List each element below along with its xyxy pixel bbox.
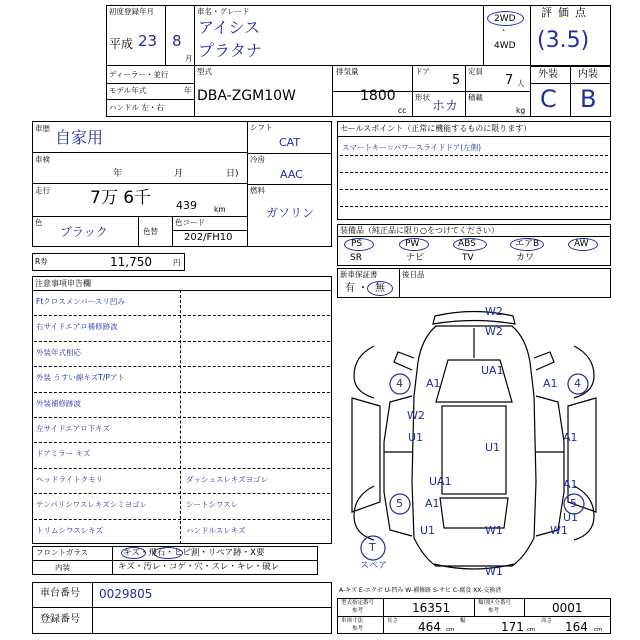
glass-text: キズ・飛石・ヒビ割・リペア跡・X要 — [123, 548, 265, 558]
drive-2wd: 2WD — [494, 14, 516, 24]
dealer-label: ディーラー・並行 — [109, 70, 169, 79]
ac-value: AAC — [280, 168, 303, 181]
width-word: 幅 — [460, 618, 466, 624]
eval-score: (3.5) — [537, 28, 590, 53]
reg-era: 平成 — [109, 37, 134, 51]
class-num-sub: 参考 — [488, 608, 500, 614]
car-name-label: 車名・グレード — [197, 7, 250, 16]
color-change-label: 色替 — [143, 227, 158, 236]
equip-pw: PW — [405, 239, 420, 249]
dmg-spare: スペア — [360, 561, 388, 571]
warranty-no: 無 — [375, 283, 385, 294]
note-left-10: トリムシワスレキズ — [36, 525, 104, 535]
reg-month-unit: 月 — [185, 54, 193, 63]
sales-label: セールスポイント（正常に機能するものに限ります） — [340, 124, 532, 133]
note-right-8: ダッシュスレキズヨゴレ — [186, 474, 269, 484]
reg-number-label: 登録番号 — [40, 614, 80, 625]
recycle-label: R券 — [35, 257, 48, 266]
dmg-5-left: 5 — [396, 497, 403, 510]
note-left-3: 外装年式相応 — [36, 347, 81, 357]
dmg-4-left: 4 — [396, 377, 403, 390]
equip-aw: AW — [574, 239, 589, 249]
note-right-9: シートシワスレ — [186, 500, 239, 510]
height-word: 高さ — [541, 618, 553, 624]
equip-sr: SR — [350, 253, 362, 263]
interior-text: キズ・汚レ・コゲ・穴・スレ・キレ・破レ — [118, 562, 280, 572]
color-label: 色 — [35, 218, 43, 227]
ext-grade: C — [540, 85, 557, 113]
dmg-w1-right: W1 — [550, 524, 568, 537]
glass-label: フロントガラス — [36, 548, 89, 557]
type-value: DBA-ZGM10W — [197, 88, 296, 104]
dmg-ua1-top: UA1 — [481, 364, 504, 377]
yen-unit: 円 — [173, 258, 181, 267]
size-label: 車両寸法 — [341, 618, 364, 624]
equip-leather: カワ — [516, 253, 535, 263]
handle-label: ハンドル 左・右 — [109, 103, 164, 112]
cc-unit: cc — [398, 106, 407, 115]
dmg-w2-top: W2 — [485, 305, 503, 318]
model-year-unit: 年 — [184, 86, 192, 95]
note-left-6: 左サイドエアロ下キズ — [36, 424, 111, 433]
car-grade: プラタナ — [198, 41, 262, 60]
header-block — [106, 5, 611, 117]
cap-label: 定員 — [468, 67, 483, 76]
dmg-u1-left-low: U1 — [420, 524, 436, 537]
note-left-8: ヘッドライトクモリ — [36, 474, 104, 484]
warranty-yes: 有 — [345, 283, 355, 294]
warranty-dot: ・ — [358, 283, 368, 294]
note-left-9: テンパリシワスレキズシミヨゴレ — [36, 500, 148, 510]
equip-ps: PS — [351, 239, 363, 249]
inspection-day-unit: 日) — [226, 169, 239, 179]
type-num-value: 16351 — [412, 601, 451, 615]
mileage-value: 7万 6千 — [90, 188, 152, 208]
dmg-u1-right: U1 — [563, 511, 579, 524]
dmg-u1-left: U1 — [408, 431, 424, 444]
equip-tv: TV — [462, 253, 474, 263]
model-year-label: モデル年式 — [109, 86, 147, 95]
type-num-label: 型式指定番号 — [341, 600, 375, 606]
color-code: 202/FH10 — [184, 232, 233, 243]
equip-airbag: エアB — [515, 239, 540, 249]
dmg-a1-right-mid: A1 — [563, 431, 578, 444]
note-right-10: ハンドルスレキズ — [186, 525, 246, 535]
int-grade: B — [580, 85, 597, 113]
dmg-a1-right-top: A1 — [543, 377, 558, 390]
length-word: 長さ — [387, 618, 399, 624]
dmg-a1-left-low: A1 — [425, 497, 440, 510]
mileage-label: 走行 — [35, 186, 50, 195]
notes-label: 注意事項申告欄 — [35, 279, 91, 288]
class-num-value: 0001 — [552, 601, 583, 615]
height-value: 164 — [565, 620, 588, 634]
length-unit: cm — [446, 627, 455, 633]
dmg-w1-bottom: W1 — [485, 565, 503, 578]
fuel-label: 燃料 — [250, 186, 265, 195]
dmg-4-right: 4 — [574, 377, 581, 390]
type-label: 型式 — [197, 67, 212, 76]
kg-unit: kg — [516, 106, 526, 115]
type-num-sub: 参考 — [352, 608, 364, 614]
km-unit: km — [214, 205, 226, 214]
ac-label: 冷房 — [250, 155, 265, 164]
damage-legend: A-キズ E-エクボ U-凹み W-補修跡 S-サビ C-腐食 XX-交換済 — [339, 587, 502, 594]
note-left-4: 外装 うすい線キズT/Pアト — [36, 373, 125, 383]
shift-value: CAT — [279, 136, 301, 149]
inspection-label: 車検 — [35, 155, 50, 164]
shape-value: ホカ — [432, 99, 459, 114]
dmg-u1-center: U1 — [485, 441, 501, 454]
size-sub: 参考 — [352, 626, 364, 632]
door-label: ドア — [415, 67, 430, 76]
equip-navi: ナビ — [406, 253, 425, 263]
recycle-value: 11,750 — [110, 255, 152, 269]
class-num-label: 類別区分番号 — [478, 600, 512, 606]
note-left-2: 右サイドエアロ補修跡波 — [36, 322, 118, 332]
equip-label: 装備品（純正品に限り○をつけてください） — [340, 226, 499, 235]
history-label: 車歴 — [35, 124, 50, 133]
dmg-a1-right-low: A1 — [563, 478, 578, 491]
dmg-w2-mid: W2 — [485, 325, 503, 338]
cap-value: 7 — [505, 73, 514, 88]
reg-date-label: 初度登録年月 — [109, 7, 154, 16]
shape-label: 形状 — [415, 93, 430, 102]
stock-value: 0029805 — [99, 587, 153, 601]
dmg-ua1-center: UA1 — [429, 475, 452, 488]
equip-abs: ABS — [458, 239, 476, 249]
height-unit: cm — [594, 627, 603, 633]
after-items-label: 後日品 — [402, 270, 425, 279]
interior-label: 内装 — [55, 563, 70, 572]
width-unit: cm — [527, 627, 536, 633]
load-label: 積載 — [468, 93, 483, 102]
inspection-month-unit: 月 — [174, 169, 184, 179]
sales-line-1: スマートキー☆パワースライドドア(左側) — [342, 143, 482, 152]
mileage-small: 439 — [176, 199, 197, 212]
car-name: アイシス — [198, 18, 261, 37]
width-value: 171 — [501, 620, 524, 634]
reg-year: 23 — [138, 32, 158, 50]
dmg-5-right: 5 — [570, 497, 577, 510]
int-label: 内装 — [578, 69, 598, 80]
stock-label: 車台番号 — [40, 588, 80, 599]
reg-month: 8 — [172, 32, 182, 50]
disp-label: 排気量 — [336, 67, 359, 76]
history-value: 自家用 — [55, 128, 104, 147]
new-warranty-label: 新車保証書 — [340, 270, 378, 279]
dmg-t: T — [369, 541, 376, 554]
color-value: ブラック — [60, 225, 108, 239]
dmg-w1-center: W1 — [485, 524, 503, 537]
fuel-value: ガソリン — [266, 206, 315, 220]
note-left-5: 外装補修跡波 — [36, 398, 81, 408]
disp-value: 1800 — [360, 88, 396, 104]
note-left-1: Ftクロスメンバースリ凹み — [36, 297, 125, 306]
color-code-label: 色コード — [175, 218, 205, 227]
shift-label: シフト — [250, 123, 273, 132]
dmg-a1-left-top: A1 — [426, 377, 441, 390]
door-value: 5 — [452, 73, 461, 88]
cap-unit: 人 — [517, 79, 525, 88]
drive-dot: ・ — [500, 26, 508, 35]
dmg-w2-left: W2 — [407, 409, 425, 422]
note-left-7: ドアミラー キズ — [36, 449, 91, 459]
ext-label: 外装 — [538, 69, 558, 80]
drive-4wd: 4WD — [494, 41, 516, 51]
eval-label: 評価点 — [541, 6, 592, 19]
inspection-year-unit: 年 — [113, 169, 123, 179]
recycle-block — [32, 253, 185, 271]
length-value: 464 — [418, 620, 441, 634]
